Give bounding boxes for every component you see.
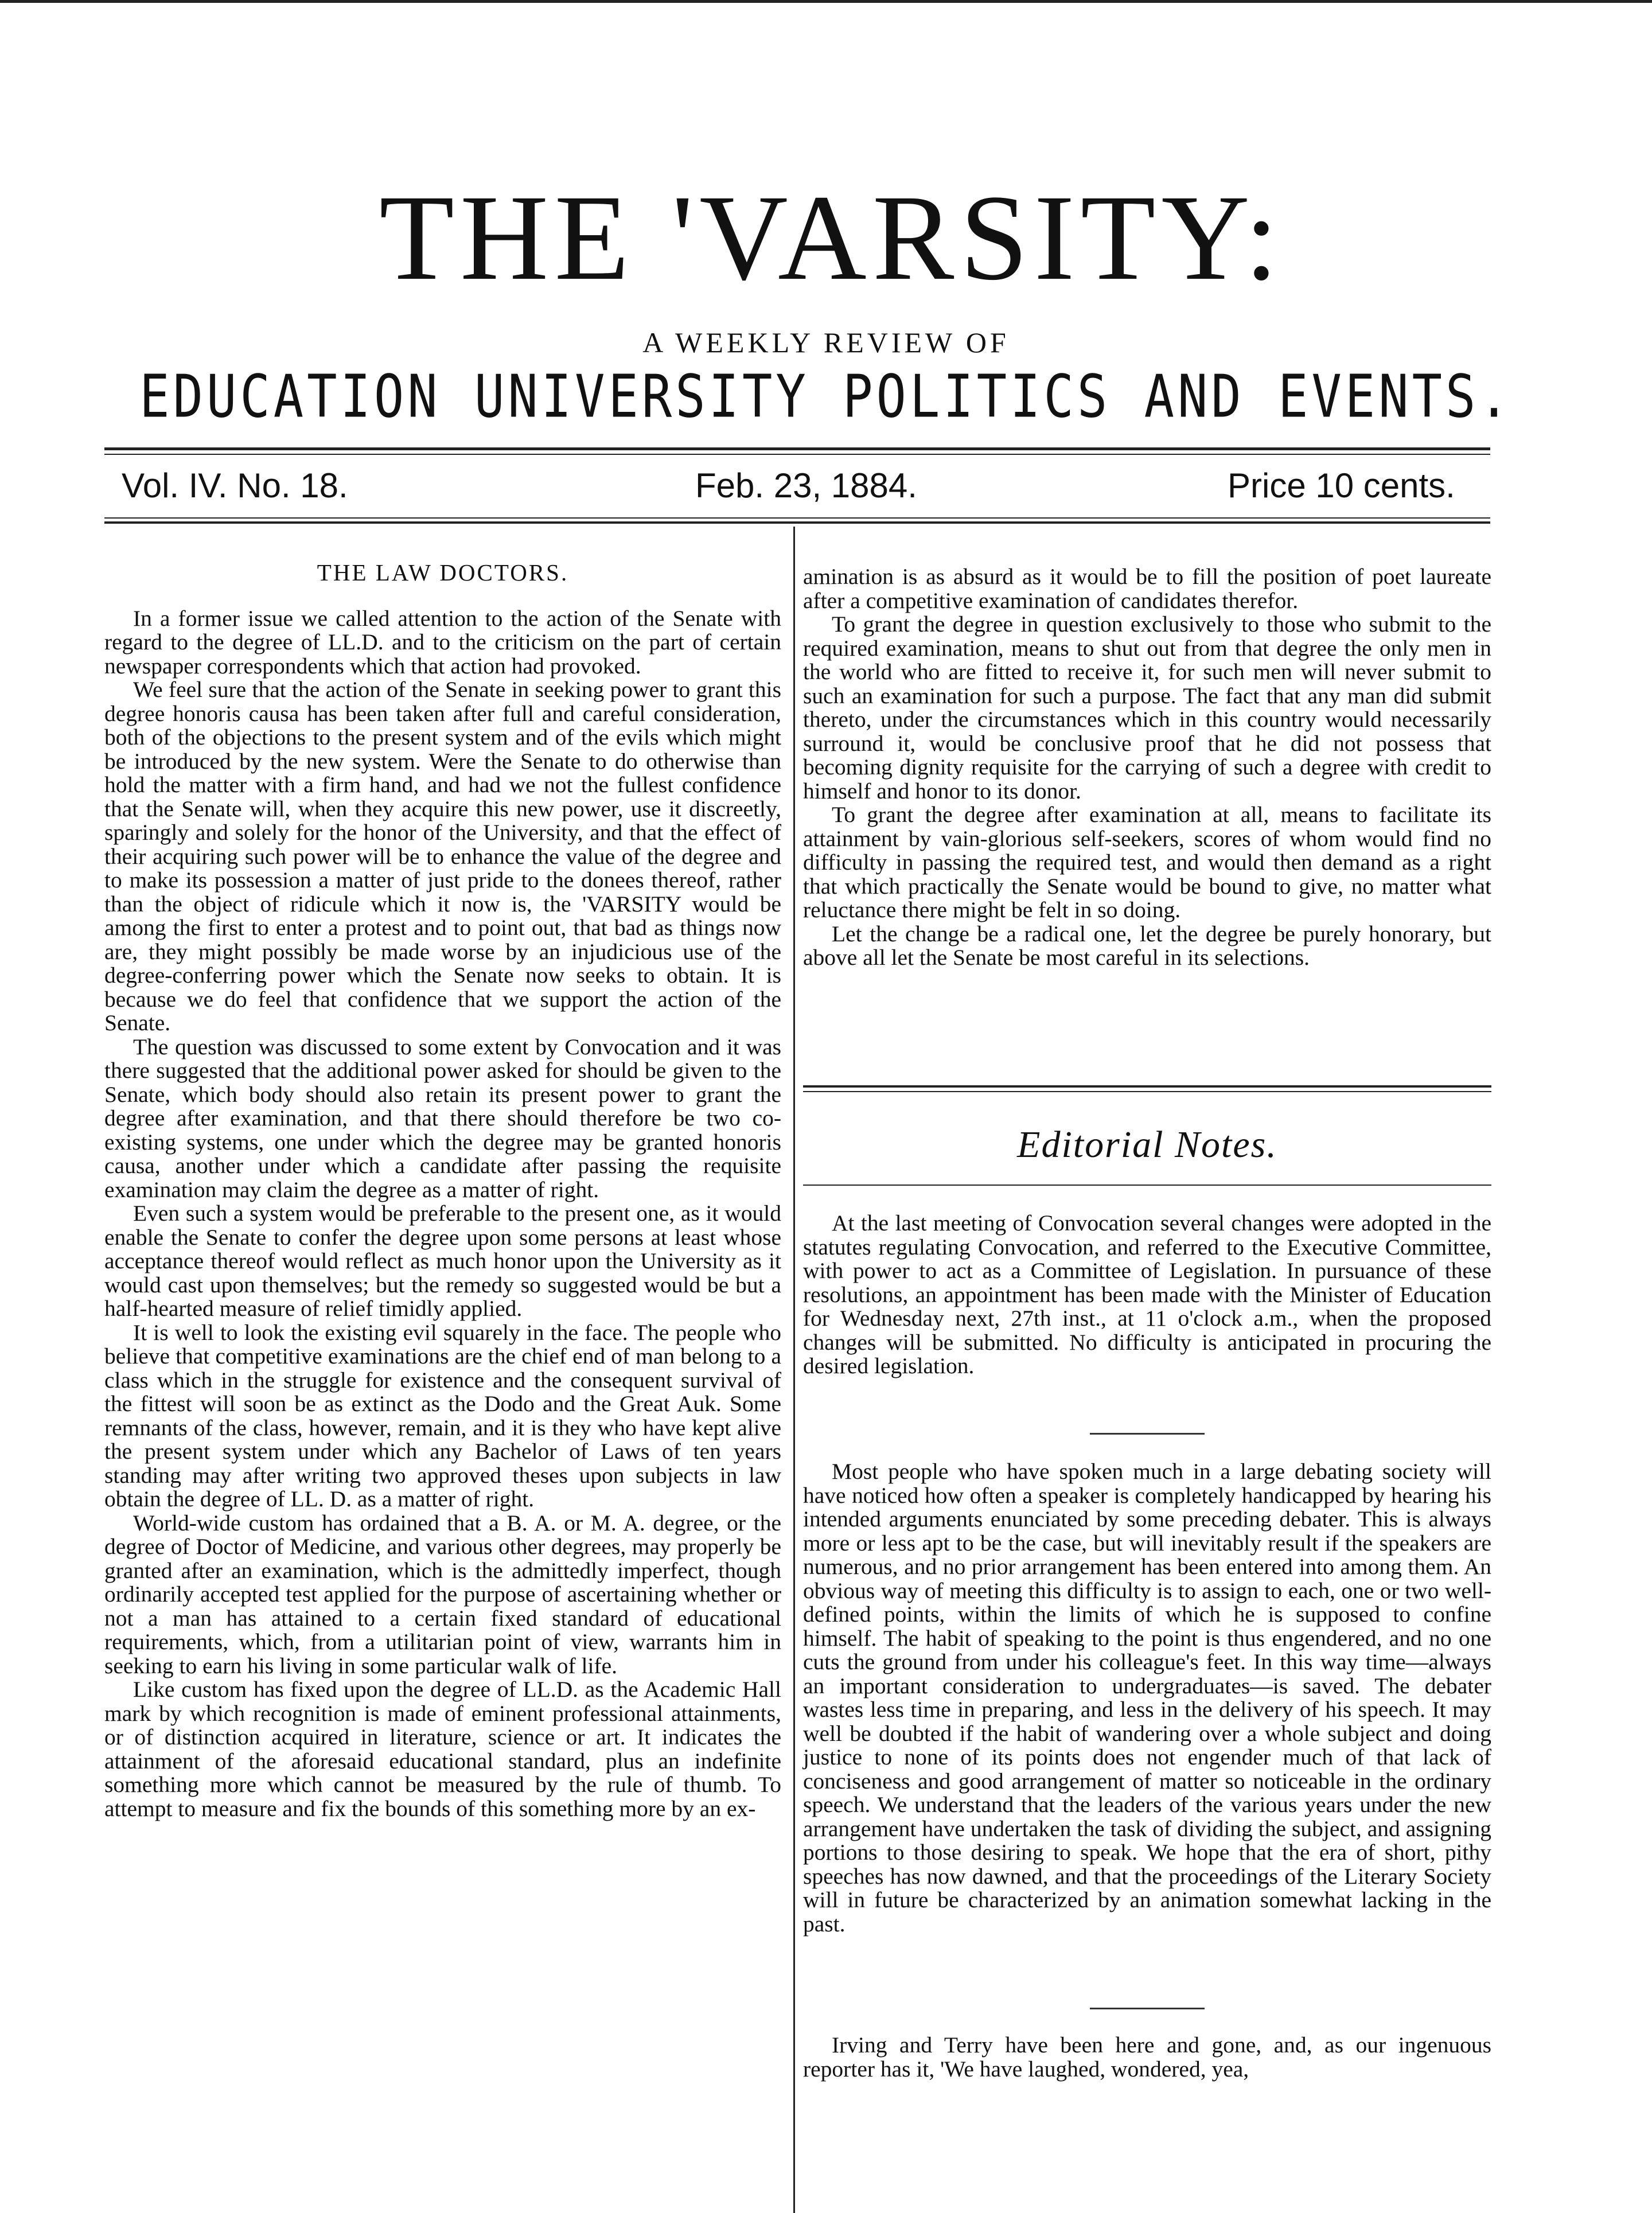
- article-paragraph: We feel sure that the action of the Senate in seeking power to grant this degree honoris causa has been taken after full and careful consideration, both of the objections to the present system and of the evils which might be introduced by the new system. Were the Senate to do otherwise than hold the matter with a firm hand, and had we not the fullest confidence that the Senate will, when they acquire this new power, use it discreetly, sparingly and solely for the honor of the University, and that the effect of their acquiring such power will be to enhance the value of the degree and to make its possession a matter of just pride to the donees thereof, rather than the object of ridicule which it now is, the 'VARSITY would be among the first to enter a protest and to point out, that bad as things now are, they might possibly be made worse by an injudicious use of the degree-conferring power which the Senate now seeks to obtain. It is because we do feel that confidence that we support the action of the Senate.: [104, 677, 781, 1035]
- masthead: [0, 170, 1652, 431]
- masthead-rule-thin: [104, 454, 1490, 455]
- note-separator: [1090, 2008, 1205, 2009]
- info-rule-thin: [104, 517, 1490, 519]
- masthead-rule-thick: [104, 447, 1490, 450]
- issue-price: Price 10 cents.: [1228, 466, 1455, 505]
- continuation-paragraph: amination is as absurd as it would be to fill the position of poet laureate after a competitive examination of candidates therefor.: [803, 564, 1491, 613]
- editorial-note: [803, 1211, 1491, 1378]
- newspaper-title: THE 'VARSITY:: [379, 170, 1284, 306]
- editorial-note: [803, 2033, 1491, 2081]
- article-paragraph: It is well to look the existing evil squarely in the face. The people who believe that competitive examinations are the chief end of man belong to a class which in the struggle for existence and the consequent survival of the fittest will soon be as extinct as the Dodo and the Great Auk. Some remnants of the class, however, remain, and it is they who have kept alive the present system under which any Bachelor of Laws of ten years standing may after writing two approved theses upon subjects in law obtain the degree of LL. D. as a matter of right.: [104, 1319, 781, 1511]
- section-rule-thin: [803, 1091, 1491, 1092]
- top-border: [0, 0, 1652, 3]
- issue-date: Feb. 23, 1884.: [695, 466, 917, 505]
- article-paragraph: The question was discussed to some extent by Convocation and it was there suggested that the additional power asked for should be given to the Senate, which body should also retain its present power to grant the degree after examination, and that there should therefore be two co-existing systems, one under which the degree may be granted honoris causa, another under which a candidate after passing the requisite examination may claim the degree as a matter of right.: [104, 1034, 781, 1202]
- left-column-article: [104, 561, 781, 1821]
- note-separator: [1090, 1433, 1205, 1435]
- newspaper-tagline: EDUCATION UNIVERSITY POLITICS AND EVENTS.: [139, 361, 1513, 431]
- article-paragraph: World-wide custom has ordained that a B. A. or M. A. degree, or the degree of Doctor of Medicine, and various other degrees, may properly be granted after an examination, which is the admittedly imperfect, though ordinarily accepted test applied for the purpose of ascertaining whether or not a man has attained to a certain fixed standard of educational requirements, which, from a utilitarian point of view, warrants him in seeking to earn his living in some particular walk of life.: [104, 1510, 781, 1678]
- right-column-continuation: [803, 565, 1491, 970]
- note-paragraph: Most people who have spoken much in a large debating society will have noticed how often a speaker is completely handicapped by hearing his intended arguments enunciated by some preceding debater. This is always more or less apt to be the case, but will inevitably result if the speakers are numerous, and no prior arrangement has been entered into among them. An obvious way of meeting this difficulty is to assign to each, one or two well-defined points, within the limits of which he is supposed to confine himself. The habit of speaking to the point is thus engendered, and no one cuts the ground from under his colleague's feet. In this way time—always an important consideration to undergraduates—is saved. The debater wastes less time in preparing, and less in the delivery of his speech. It may well be doubted if the habit of wandering over a whole subject and doing justice to none of its points does not engender much of that lack of conciseness and good arrangement of matter so noticeable in the ordinary speech. We understand that the leaders of the various years under the new arrangement have undertaken the task of dividing the subject, and assigning portions to those desiring to speak. We hope that the era of short, pithy speeches has now dawned, and that the proceedings of the Literary Society will in future be characterized by an animation somewhat lacking in the past.: [803, 1459, 1491, 1937]
- article-paragraph: In a former issue we called attention to the action of the Senate with regard to the degree of LL.D. and to the criticism on the part of certain newspaper correspondents which that action had provoked.: [104, 605, 781, 679]
- info-rule-thick: [104, 521, 1490, 524]
- continuation-paragraph: To grant the degree in question exclusively to those who submit to the required examination, means to shut out from that degree the only men in the world who are fitted to receive it, for such men will never submit to such an examination for such a purpose. The fact that any man did submit thereto, under the circumstances which in this country would necessarily surround it, would be conclusive proof that he did not possess that becoming dignity requisite for the carrying of such a degree with credit to himself and honor to its donor.: [803, 611, 1491, 804]
- note-paragraph: Irving and Terry have been here and gone, and, as our ingenuous reporter has it, 'We have laughed, wondered, yea,: [803, 2032, 1491, 2082]
- section-rule-thick: [803, 1085, 1491, 1088]
- article-paragraph: Like custom has fixed upon the degree of LL.D. as the Academic Hall mark by which recognition is made of eminent professional attainments, or of distinction acquired in literature, science or art. It indicates the attainment of the aforesaid educational standard, plus an indefinite something more which cannot be measured by the rule of thumb. To attempt to measure and fix the bounds of this something more by an ex-: [104, 1677, 781, 1821]
- editorial-notes-heading: Editorial Notes.: [1017, 1124, 1277, 1166]
- notes-heading-rule: [803, 1185, 1491, 1186]
- volume-number: Vol. IV. No. 18.: [122, 466, 348, 505]
- continuation-paragraph: To grant the degree after examination at all, means to facilitate its attainment by vain-glorious self-seekers, scores of whom would find no difficulty in passing the required test, and would then demand as a right that which practically the Senate would be bound to give, no matter what reluctance there might be felt in so doing.: [803, 802, 1491, 922]
- continuation-paragraph: Let the change be a radical one, let the degree be purely honorary, but above all let the Senate be most careful in its selections.: [803, 921, 1491, 970]
- note-paragraph: At the last meeting of Convocation several changes were adopted in the statutes regulating Convocation, and referred to the Executive Committee, with power to act as a Committee of Legislation. In pursuance of these resolutions, an appointment has been made with the Minister of Education for Wednesday next, 27th inst., at 11 o'clock a.m., when the proposed changes will be submitted. No difficulty is anticipated in procuring the desired legislation.: [803, 1210, 1491, 1378]
- column-divider: [793, 527, 795, 2213]
- editorial-note: [803, 1460, 1491, 1936]
- article-paragraph: Even such a system would be preferable to the present one, as it would enable the Senate to confer the degree upon some persons at least whose acceptance thereof would reflect as much honor upon the University as it would cast upon themselves; but the remedy so suggested would be but a half-hearted measure of relief timidly applied.: [104, 1201, 781, 1321]
- article-heading: THE LAW DOCTORS.: [317, 559, 569, 586]
- newspaper-subtitle: A WEEKLY REVIEW OF: [642, 326, 1010, 359]
